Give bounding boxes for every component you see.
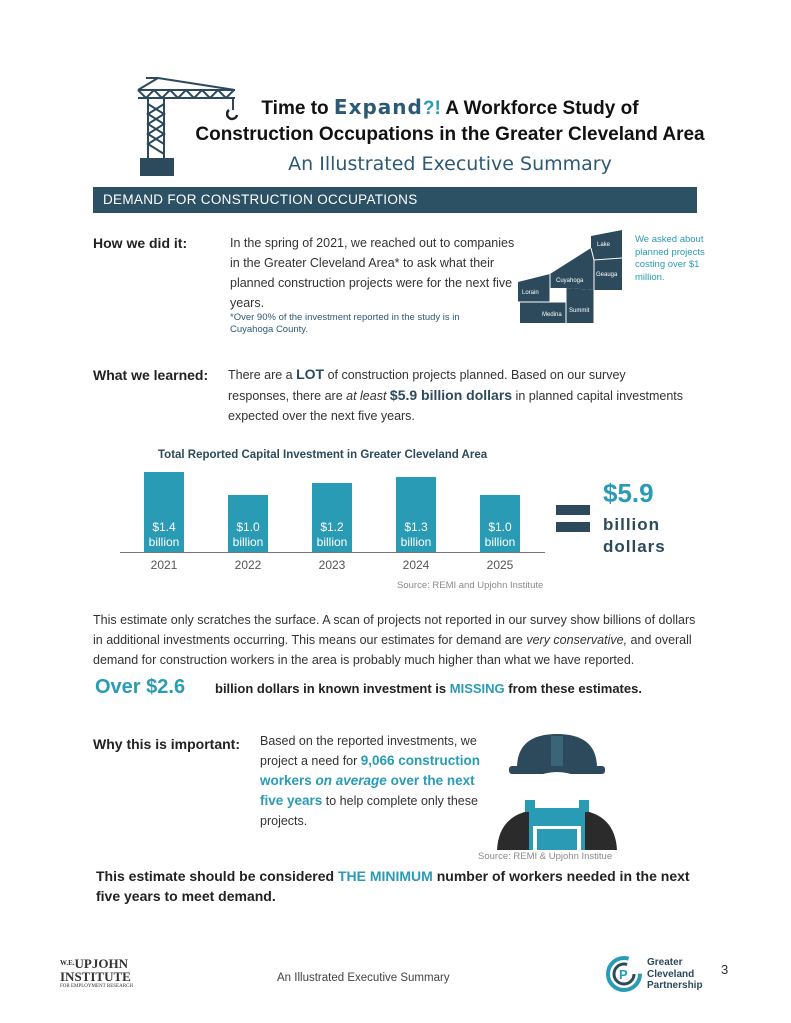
footer-center: An Illustrated Executive Summary [277, 972, 450, 984]
page-subtitle: An Illustrated Executive Summary [288, 153, 612, 175]
chart-value-label: $1.0 billion [232, 520, 264, 549]
chart-tick-label: 2023 [318, 558, 346, 572]
map-label-lake: Lake [597, 242, 611, 248]
map-label-summit: Summit [569, 308, 590, 314]
page-title: Time to Expand?! A Workforce Study of Construction Occupations in the Greater Cleveland Area [195, 95, 705, 145]
total-unit: billion dollars [603, 515, 666, 556]
equals-sign-lower [556, 522, 590, 532]
missing-amount: Over $2.6 [95, 676, 186, 698]
svg-text:P: P [619, 967, 628, 982]
map-region-lorain [518, 274, 550, 302]
county-map [516, 228, 631, 323]
conclusion-text: This estimate should be considered THE MINIMUM number of workers needed in the next five years to meet demand. [96, 868, 690, 904]
chart-tick-label: 2025 [486, 558, 514, 572]
upjohn-logo: $^{W.E.}$UPJOHN INSTITUTE FOR EMPLOYMENT RESEARCH [60, 956, 133, 989]
missing-text: billion dollars in known investment is MISSING from these estimates. [215, 681, 642, 696]
map-region-summit [566, 288, 594, 323]
worker-icon [495, 730, 620, 850]
section-banner: DEMAND FOR CONSTRUCTION OCCUPATIONS [93, 187, 697, 213]
chart-value-label: $1.3 billion [400, 520, 432, 549]
map-label-cuyahoga: Cuyahoga [556, 278, 584, 284]
map-label-geauga: Geauga [596, 272, 618, 278]
map-label-lorain: Lorain [522, 290, 539, 296]
estimate-text: This estimate only scratches the surface. A scan of projects not reported in our survey show billions of dollars in additional investments occurring. This means our estimates for demand are very conservative, and overall demand for construction workers in the area is probably much higher than what we have reported. [93, 613, 696, 667]
asked-note: We asked about planned projects costing over $1 million. [635, 234, 705, 283]
chart-value-label: $1.0 billion [484, 520, 516, 549]
chart-value-label: $1.4 billion [148, 520, 180, 549]
chart-tick-label: 2022 [234, 558, 262, 572]
important-label: Why this is important: [93, 736, 240, 752]
important-text: Based on the reported investments, we project a need for 9,066 construction workers on average over the next five years to help complete only these projects. [260, 734, 481, 828]
worker-source: Source: REMI & Upjohn Institue [478, 851, 613, 862]
learned-label: What we learned: [93, 367, 209, 383]
equals-sign [556, 505, 590, 515]
chart-source: Source: REMI and Upjohn Institute [397, 580, 544, 591]
bar-chart [120, 466, 545, 576]
how-text: In the spring of 2021, we reached out to companies in the Greater Cleveland Area* to ask what their planned construction projects were for the next five years. [230, 236, 515, 310]
chart-title: Total Reported Capital Investment in Greater Cleveland Area [158, 449, 488, 461]
learned-text: There are a LOT of construction projects planned. Based on our survey responses, there are at least $5.9 billion dollars in planned capital investments expected over the next five years. [228, 366, 684, 423]
chart-value-label: $1.2 billion [316, 520, 348, 549]
how-footnote: *Over 90% of the investment reported in the study is in Cuyahoga County. [230, 312, 460, 335]
how-label: How we did it: [93, 235, 188, 251]
gcp-logo-icon [605, 955, 643, 993]
gcp-logo-text: Greater Cleveland Partnership [647, 957, 703, 991]
chart-axis-line [120, 552, 545, 553]
chart-tick-label: 2021 [150, 558, 178, 572]
total-amount: $5.9 [603, 478, 654, 508]
map-label-medina: Medina [542, 312, 562, 318]
chart-tick-label: 2024 [402, 558, 430, 572]
page-number: 3 [721, 962, 729, 977]
